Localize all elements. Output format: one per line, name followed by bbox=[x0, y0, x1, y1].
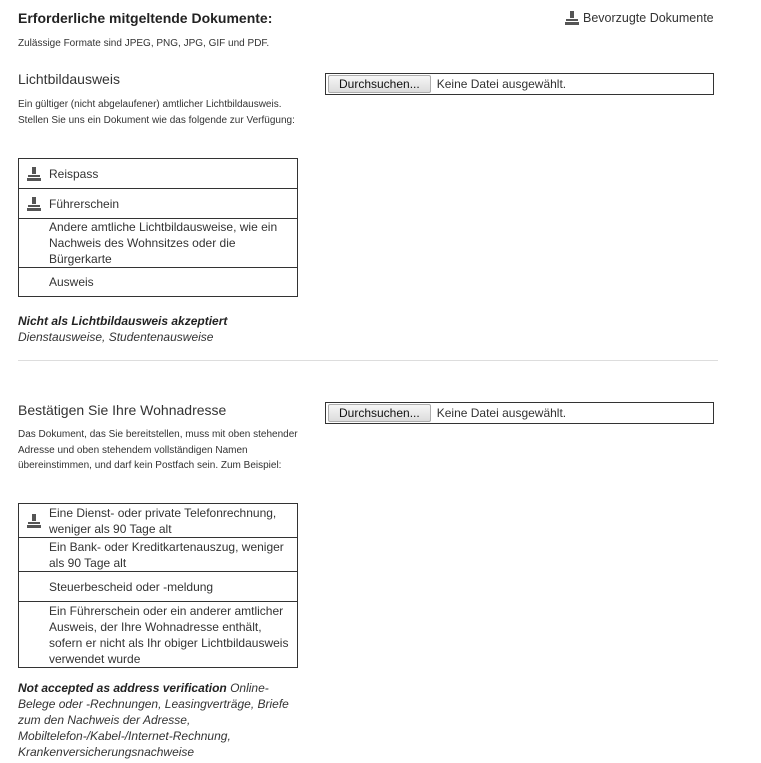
table-row bbox=[19, 571, 297, 601]
address-documents-table bbox=[18, 503, 298, 668]
id-browse-button[interactable]: Durchsuchen... bbox=[328, 75, 431, 93]
id-not-accepted-title: Nicht als Lichtbildausweis akzeptiert bbox=[18, 314, 228, 328]
address-not-accepted bbox=[18, 680, 303, 760]
table-row bbox=[19, 267, 297, 296]
stamp-icon bbox=[19, 514, 49, 528]
address-browse-button[interactable]: Durchsuchen... bbox=[328, 404, 431, 422]
document-label: Eine Dienst- oder private Telefonrechnung, weniger als 90 Tage alt bbox=[49, 505, 277, 536]
address-not-accepted-text: Online-Belege oder -Rechnungen, Leasingverträge, Briefe zum den Nachweis der Adresse, Mobiltelefon-/Kabel-/Internet-Rechnung, Krankenversicherungsnachweise bbox=[18, 681, 289, 759]
document-label: Reispass bbox=[49, 166, 99, 181]
address-file-status: Keine Datei ausgewählt. bbox=[436, 406, 567, 420]
formats-note: Zulässige Formate sind JPEG, PNG, JPG, GIF und PDF. bbox=[18, 38, 270, 49]
address-section-title: Bestätigen Sie Ihre Wohnadresse bbox=[18, 402, 227, 418]
stamp-icon bbox=[19, 197, 49, 211]
document-label: Ein Bank- oder Kreditkartenauszug, weniger als 90 Tage alt bbox=[49, 539, 284, 570]
id-file-input[interactable] bbox=[325, 73, 714, 95]
stamp-icon bbox=[565, 11, 579, 25]
section-divider bbox=[18, 360, 718, 361]
table-row bbox=[19, 601, 297, 667]
document-label: Führerschein bbox=[49, 196, 120, 211]
table-row bbox=[19, 537, 297, 571]
id-not-accepted-text: Dienstausweise, Studentenausweise bbox=[18, 330, 214, 344]
page-title: Erforderliche mitgeltende Dokumente: bbox=[18, 10, 273, 26]
address-file-input[interactable] bbox=[325, 402, 714, 424]
table-row bbox=[19, 218, 297, 267]
id-not-accepted bbox=[18, 313, 308, 345]
document-label: Steuerbescheid oder -meldung bbox=[49, 579, 214, 594]
id-documents-table bbox=[18, 158, 298, 297]
stamp-icon bbox=[19, 167, 49, 181]
table-row bbox=[19, 159, 297, 188]
address-section-description: Das Dokument, das Sie bereitstellen, muss mit oben stehender Adresse und oben stehendem vollständigen Namen übereinstimmen, und darf kein Postfach sein. Zum Beispiel: bbox=[18, 429, 298, 471]
document-label: Ausweis bbox=[49, 275, 94, 289]
id-section-title: Lichtbildausweis bbox=[18, 71, 120, 87]
address-not-accepted-title: Not accepted as address verification bbox=[18, 681, 227, 695]
id-file-status: Keine Datei ausgewählt. bbox=[436, 77, 567, 91]
preferred-documents-label: Bevorzugte Dokumente bbox=[583, 11, 714, 25]
table-row bbox=[19, 504, 297, 537]
id-section-description: Ein gültiger (nicht abgelaufener) amtlicher Lichtbildausweis. Stellen Sie uns ein Dokument wie das folgende zur Verfügung: bbox=[18, 99, 295, 126]
document-label: Andere amtliche Lichtbildausweise, wie ein Nachweis des Wohnsitzes oder die Bürgerkarte bbox=[49, 220, 278, 266]
table-row bbox=[19, 188, 297, 218]
preferred-documents-legend bbox=[565, 11, 714, 25]
document-label: Ein Führerschein oder ein anderer amtlicher Ausweis, der Ihre Wohnadresse enthält, sofern er nicht als Ihr obiger Lichtbildausweis verwendet wurde bbox=[49, 603, 289, 666]
